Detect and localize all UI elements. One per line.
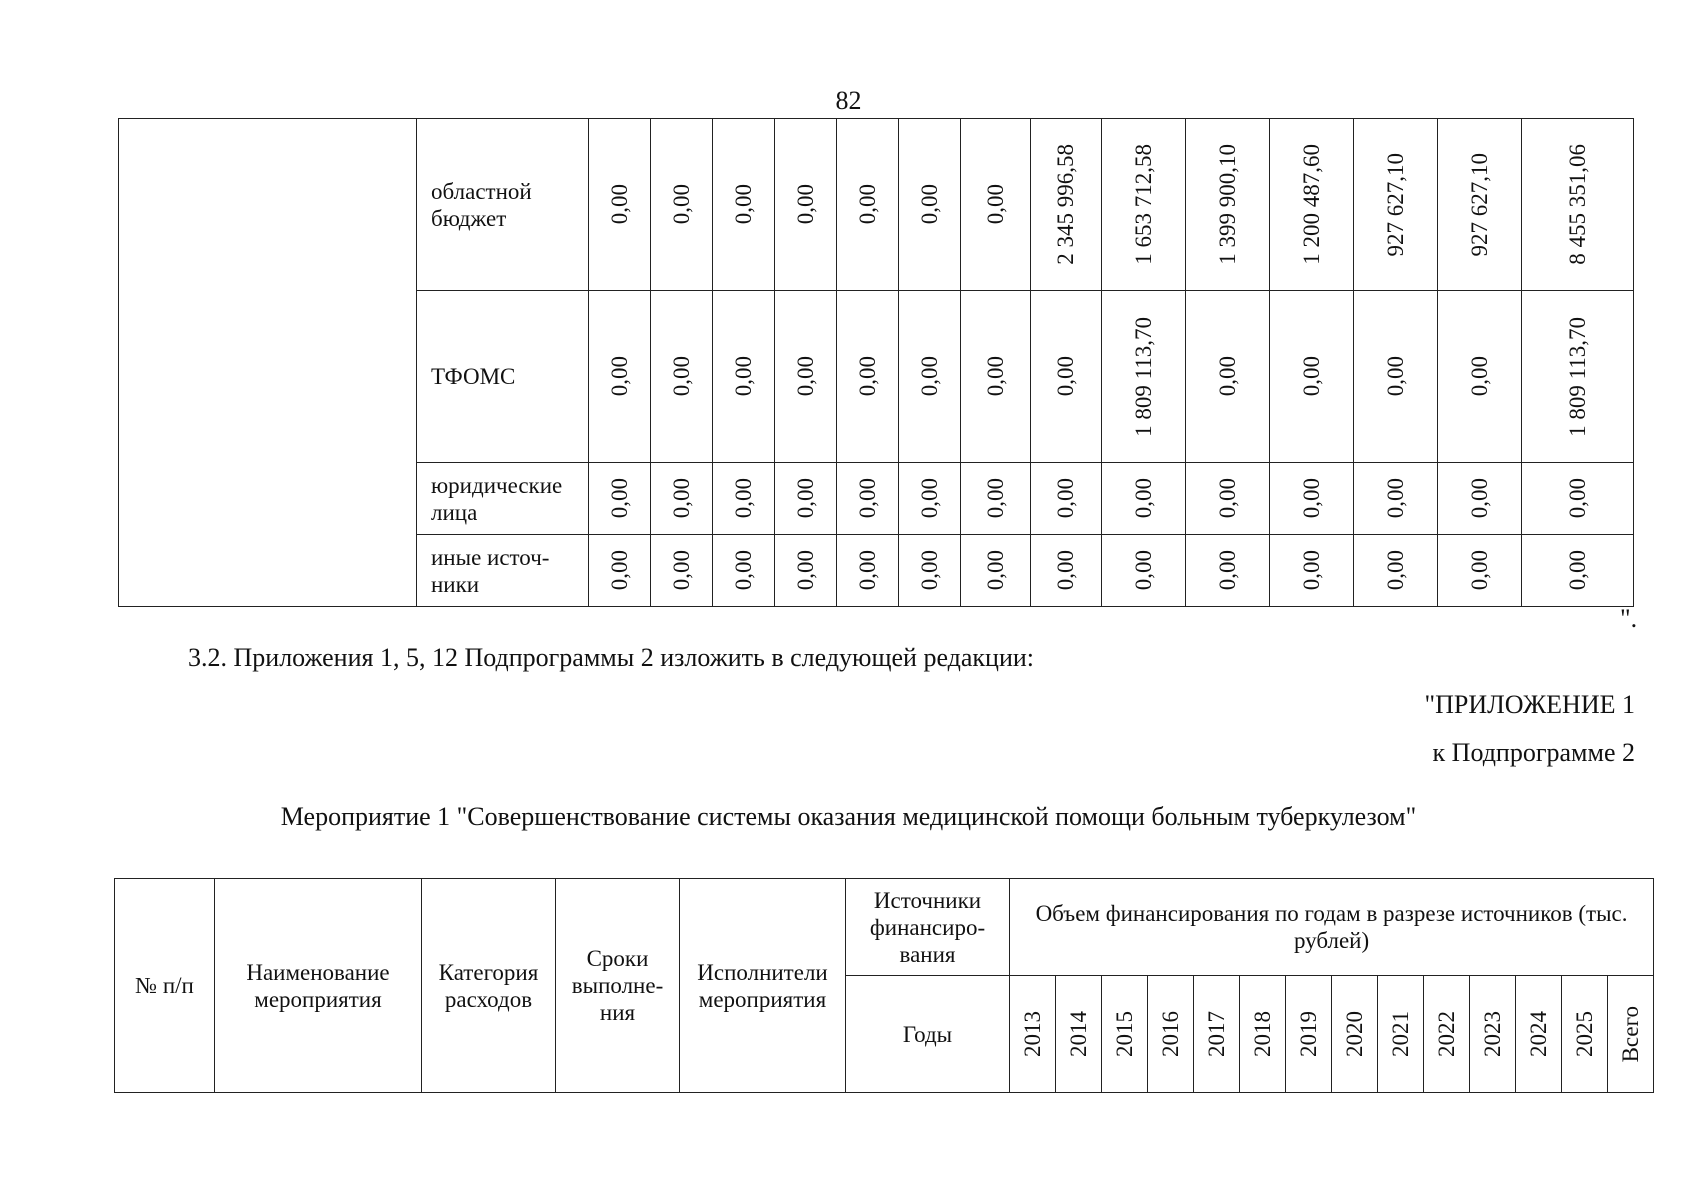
value-cell [1354, 291, 1438, 463]
value-cell [651, 535, 713, 607]
value-cell [899, 119, 961, 291]
value-cell [1522, 119, 1634, 291]
value-cell [1102, 119, 1186, 291]
col-header-funding [1010, 879, 1654, 976]
value-cell [651, 463, 713, 535]
col-header-funding-text: Объем финансирования по годам в разрезе источников (тыс. рублей) [1035, 901, 1628, 953]
value-cell [1438, 463, 1522, 535]
value-text: 0,00 [792, 550, 818, 591]
value-cell [1438, 535, 1522, 607]
value-text: 0,00 [1382, 478, 1408, 519]
source-cell: юридические лица [417, 463, 589, 535]
value-text: 0,00 [916, 478, 942, 519]
value-text: 0,00 [1298, 550, 1324, 591]
value-cell [589, 535, 651, 607]
value-text: 1 809 113,70 [1564, 316, 1590, 437]
value-text: 0,00 [792, 184, 818, 225]
value-cell [1031, 535, 1102, 607]
year-header-cell [1470, 976, 1516, 1093]
value-cell [1102, 463, 1186, 535]
year-header-cell [1424, 976, 1470, 1093]
year-header-text: 2021 [1388, 1011, 1413, 1057]
value-cell [899, 291, 961, 463]
value-cell [713, 463, 775, 535]
value-cell [1270, 463, 1354, 535]
value-cell [961, 119, 1031, 291]
value-text: 0,00 [792, 478, 818, 519]
value-cell [837, 535, 899, 607]
value-text: 0,00 [730, 550, 756, 591]
value-cell [1270, 291, 1354, 463]
value-text: 0,00 [854, 550, 880, 591]
year-header-text: 2015 [1112, 1011, 1137, 1057]
source-cell: ТФОМС [417, 291, 589, 463]
value-text: 0,00 [1382, 550, 1408, 591]
value-cell [961, 463, 1031, 535]
value-cell [1031, 291, 1102, 463]
closing-quote: ". [1620, 604, 1638, 633]
value-cell [899, 463, 961, 535]
col-header-name: Наименование мероприятия [215, 879, 422, 1093]
value-cell [1438, 291, 1522, 463]
value-cell [1354, 463, 1438, 535]
col-header-number: № п/п [115, 879, 215, 1093]
value-text: 1 399 900,10 [1214, 144, 1240, 265]
col-header-terms-text: Сроки выполне-ния [571, 946, 664, 1025]
value-cell [837, 291, 899, 463]
year-header-cell [1194, 976, 1240, 1093]
value-text: 0,00 [792, 356, 818, 397]
value-cell [651, 119, 713, 291]
funding-table-header [114, 878, 1654, 1093]
value-text: 0,00 [1298, 356, 1324, 397]
page-number: 82 [835, 86, 862, 115]
value-text: 0,00 [1053, 550, 1078, 591]
col-header-category: Категория расходов [422, 879, 556, 1093]
year-header-cell [1102, 976, 1148, 1093]
year-header-text: 2025 [1572, 1011, 1597, 1057]
year-header-cell [1562, 976, 1608, 1093]
appendix-subtitle: к Подпрограмме 2 [1432, 738, 1635, 767]
measure-title: Мероприятие 1 "Совершенствование системы оказания медицинской помощи больным туберкулезом" [280, 802, 1417, 831]
value-text: 0,00 [854, 184, 880, 225]
year-header-cell [1010, 976, 1056, 1093]
value-text: 0,00 [730, 184, 756, 225]
value-cell [775, 535, 837, 607]
value-cell [775, 291, 837, 463]
year-header-text: 2023 [1480, 1011, 1505, 1057]
paragraph-text: 3.2. Приложения 1, 5, 12 Подпрограммы 2 изложить в следующей редакции: [188, 643, 1035, 672]
value-cell [1186, 535, 1270, 607]
value-text: 0,00 [606, 184, 632, 225]
value-cell [837, 463, 899, 535]
value-text: 0,00 [1466, 356, 1492, 397]
col-header-sources-text: Источники финансиро-вания [869, 887, 986, 967]
year-header-text: 2024 [1526, 1011, 1551, 1057]
value-text: 0,00 [1053, 356, 1078, 397]
value-cell [1270, 119, 1354, 291]
value-text: 0,00 [1382, 356, 1408, 397]
col-header-terms [556, 879, 680, 1093]
value-cell [713, 119, 775, 291]
year-header-text: Всего [1618, 1005, 1644, 1063]
value-text: 0,00 [730, 478, 756, 519]
col-header-executors: Исполнители мероприятия [680, 879, 846, 1093]
value-text: 0,00 [982, 356, 1008, 397]
value-text: 0,00 [982, 550, 1008, 591]
year-header-cell [1056, 976, 1102, 1093]
year-header-text: 2017 [1204, 1011, 1229, 1057]
value-cell [899, 535, 961, 607]
year-header-text: 2014 [1066, 1011, 1091, 1057]
value-text: 0,00 [730, 356, 756, 397]
value-text: 0,00 [854, 356, 880, 397]
value-cell [1102, 535, 1186, 607]
value-text: 2 345 996,58 [1053, 144, 1078, 265]
value-text: 0,00 [916, 550, 942, 591]
value-text: 0,00 [1130, 550, 1156, 591]
value-cell [1438, 119, 1522, 291]
value-text: 0,00 [606, 478, 632, 519]
value-text: 0,00 [668, 184, 694, 225]
value-cell [1186, 119, 1270, 291]
value-cell [1186, 463, 1270, 535]
value-text: 927 627,10 [1382, 152, 1408, 257]
value-cell [713, 535, 775, 607]
value-text: 1 809 113,70 [1130, 316, 1156, 437]
value-text: 0,00 [1466, 478, 1492, 519]
value-cell [589, 119, 651, 291]
value-text: 0,00 [1130, 478, 1156, 519]
value-cell [775, 463, 837, 535]
value-text: 0,00 [1564, 478, 1590, 519]
value-cell [589, 291, 651, 463]
value-cell [961, 291, 1031, 463]
year-header-text: 2013 [1020, 1011, 1045, 1057]
value-cell [1354, 119, 1438, 291]
value-text: 0,00 [1053, 478, 1078, 519]
appendix-title: "ПРИЛОЖЕНИЕ 1 [1424, 690, 1635, 719]
value-cell [775, 119, 837, 291]
value-text: 8 455 351,06 [1564, 144, 1590, 265]
value-text: 0,00 [982, 478, 1008, 519]
value-cell [1354, 535, 1438, 607]
value-text: 0,00 [1214, 550, 1240, 591]
year-header-cell [1378, 976, 1424, 1093]
value-text: 1 653 712,58 [1130, 144, 1156, 265]
value-cell [1522, 463, 1634, 535]
year-header-cell [1240, 976, 1286, 1093]
value-cell [1186, 291, 1270, 463]
value-text: 0,00 [1466, 550, 1492, 591]
year-header-cell [1332, 976, 1378, 1093]
value-cell [589, 463, 651, 535]
year-header-text: 2019 [1296, 1011, 1321, 1057]
value-cell [1522, 291, 1634, 463]
value-cell [1522, 535, 1634, 607]
source-cell: областной бюджет [417, 119, 589, 291]
col-header-sources [846, 879, 1010, 976]
value-cell [1270, 535, 1354, 607]
value-cell [651, 291, 713, 463]
year-header-text: 2016 [1158, 1011, 1183, 1057]
year-header-cell [1516, 976, 1562, 1093]
value-text: 0,00 [606, 550, 632, 591]
col-header-years: Годы [846, 976, 1010, 1093]
value-text: 1 200 487,60 [1298, 144, 1324, 265]
value-text: 0,00 [1214, 478, 1240, 519]
year-header-text: 2018 [1250, 1011, 1275, 1057]
value-text: 927 627,10 [1466, 152, 1492, 257]
value-text: 0,00 [668, 550, 694, 591]
value-text: 0,00 [982, 184, 1008, 225]
value-cell [1031, 119, 1102, 291]
table-row [119, 119, 1634, 291]
funding-table-continuation [118, 118, 1634, 607]
value-text: 0,00 [854, 478, 880, 519]
value-text: 0,00 [1298, 478, 1324, 519]
value-cell [713, 291, 775, 463]
value-text: 0,00 [606, 356, 632, 397]
value-cell [1031, 463, 1102, 535]
value-cell [837, 119, 899, 291]
year-header-cell [1286, 976, 1332, 1093]
value-cell [1102, 291, 1186, 463]
value-text: 0,00 [916, 184, 942, 225]
value-text: 0,00 [668, 478, 694, 519]
value-text: 0,00 [1564, 550, 1590, 591]
year-header-text: 2020 [1342, 1011, 1367, 1057]
value-cell [961, 535, 1031, 607]
value-text: 0,00 [1214, 356, 1240, 397]
source-cell: иные источ-ники [417, 535, 589, 607]
year-header-text: 2022 [1434, 1011, 1459, 1057]
value-text: 0,00 [668, 356, 694, 397]
year-header-cell [1608, 976, 1654, 1093]
value-text: 0,00 [916, 356, 942, 397]
year-header-cell [1148, 976, 1194, 1093]
merged-blank-cell [119, 119, 417, 607]
